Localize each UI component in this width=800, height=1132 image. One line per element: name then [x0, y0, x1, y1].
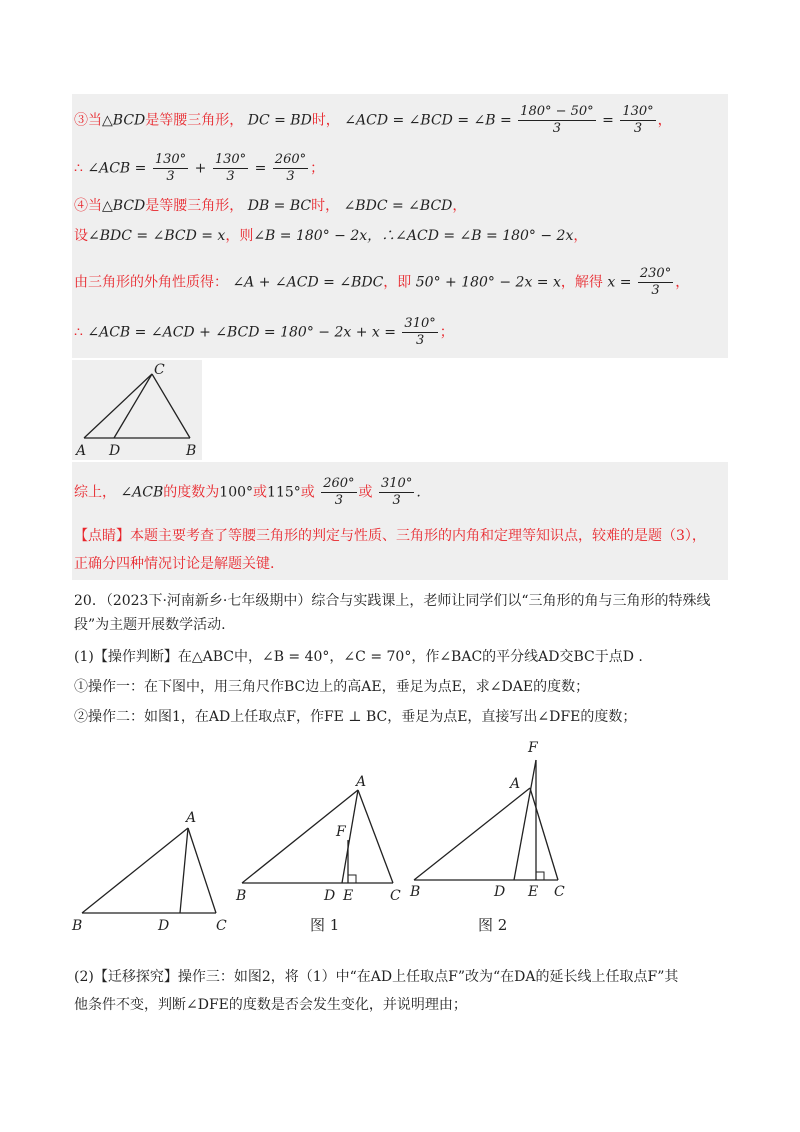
f1-label-b: B	[236, 888, 247, 904]
label-b: B	[186, 443, 197, 459]
f2-label-f: F	[528, 740, 538, 756]
label-c: C	[154, 362, 165, 378]
q20-line-2: 段”为主题开展数学活动.	[74, 617, 226, 633]
f2-side-ac	[530, 788, 558, 880]
f1-label-e: E	[343, 888, 354, 904]
f1-right-angle	[348, 875, 356, 883]
fraction: $\frac{130^\circ}{3}$	[214, 152, 247, 184]
figure-0	[71, 810, 227, 934]
q20-op1: ①操作一：在下图中，用三角尺作BC边上的高AE，垂足为点E，求∠DAE的度数；	[74, 679, 590, 695]
fraction: $\frac{260^\circ}{3}$	[274, 152, 307, 184]
f0-label-a: A	[186, 810, 197, 826]
f1-caption: 图 1	[310, 916, 340, 934]
q20-line-1: 20．（2023下·河南新乡·七年级期中）综合与实践课上，老师让同学们以“三角形的角与三角形的特殊线	[74, 593, 711, 609]
f1-label-c: C	[390, 888, 401, 904]
f1-label-a: A	[356, 774, 367, 790]
fraction: $\frac{310^\circ}{3}$	[404, 316, 436, 348]
case4-ext-line: 由三角形的外角性质得： ∠A + ∠ACD = ∠BDC，即 50° + 180° − 2x = x，解得 x = $\frac{230^\circ}{3}$ ，	[74, 266, 690, 298]
case3-result-line: ∴ ∠ACB = $\frac{130^\circ}{3}$ + $\frac{130^\circ}{3}$ = $\frac{260^\circ}{3}$ ；	[74, 152, 325, 184]
triangle-figure-abc	[72, 360, 202, 460]
figure-2	[409, 740, 565, 934]
case4-line: ④当△BCD是等腰三角形， DB = BC时， ∠BDC = ∠BCD，	[74, 198, 467, 214]
q20-part2-line2: 他条件不变，判断∠DFE的度数是否会发生变化，并说明理由；	[74, 997, 467, 1013]
f2-label-c: C	[554, 884, 565, 900]
f1-label-d: D	[324, 888, 336, 904]
f0-label-c: C	[216, 918, 227, 934]
fraction: $\frac{130^\circ}{3}$	[154, 152, 187, 184]
f1-label-f: F	[336, 824, 346, 840]
f0-side-ab	[82, 828, 188, 913]
fraction: $\frac{180^\circ - 50^\circ}{3}$	[520, 104, 594, 136]
fraction: $\frac{230^\circ}{3}$	[639, 266, 672, 298]
case4-let-line: 设∠BDC = ∠BCD = x，则∠B = 180° − 2x，∴∠ACD = ∠B = 180° − 2x，	[74, 228, 588, 244]
f0-segment-ad	[180, 828, 188, 913]
comment-line-2: 正确分四种情况讨论是解题关键.	[74, 556, 275, 572]
q20-figures	[68, 730, 728, 940]
label-a: A	[76, 443, 87, 459]
side-ac	[84, 374, 152, 438]
f2-caption: 图 2	[478, 916, 508, 934]
segment-cd	[114, 374, 152, 438]
q20-op2: ②操作二：如图1，在AD上任取点F，作FE ⊥ BC，垂足为点E，直接写出∠DFE的度数；	[74, 709, 637, 725]
side-bc	[152, 374, 190, 438]
f2-label-a: A	[510, 776, 521, 792]
case3-line: ③当△BCD是等腰三角形， DC = BD时， ∠ACD = ∠BCD = ∠B = $\frac{180^\circ - 50^\circ}{3}$ = $\frac{130^\circ}{3}$ ，	[74, 104, 672, 136]
fraction: $\frac{130^\circ}{3}$	[622, 104, 654, 136]
f2-label-e: E	[528, 884, 539, 900]
f2-label-b: B	[410, 884, 421, 900]
f2-label-d: D	[494, 884, 506, 900]
conclusion-line: 综上， ∠ACB的度数为100°或115°或 $\frac{260^\circ}{3}$ 或 $\frac{310^\circ}{3}$ .	[74, 476, 421, 508]
f0-side-ac	[188, 828, 216, 913]
f2-right-angle	[536, 872, 544, 880]
f0-label-b: B	[72, 918, 83, 934]
figure-1	[235, 774, 401, 934]
label-d: D	[109, 443, 121, 459]
q20-part1: (1)【操作判断】在△ABC中，∠B = 40°，∠C = 70°，作∠BAC的平分线AD交BC于点D .	[74, 649, 643, 665]
f0-label-d: D	[158, 918, 170, 934]
q20-part2-line1: (2)【迁移探究】操作三：如图2，将（1）中“在AD上任取点F”改为“在DA的延长线上任取点F”其	[74, 969, 679, 985]
f1-side-ac	[358, 790, 393, 883]
comment-line-1: 【点睛】本题主要考查了等腰三角形的判定与性质、三角形的内角和定理等知识点，较难的是题（3），	[74, 528, 706, 544]
case4-result-line: ∴ ∠ACB = ∠ACD + ∠BCD = 180° − 2x + x = $\frac{310^\circ}{3}$ ；	[74, 316, 454, 348]
f2-side-ab	[414, 788, 530, 880]
fraction: $\frac{310^\circ}{3}$	[381, 476, 413, 508]
fraction: $\frac{260^\circ}{3}$	[323, 476, 355, 508]
